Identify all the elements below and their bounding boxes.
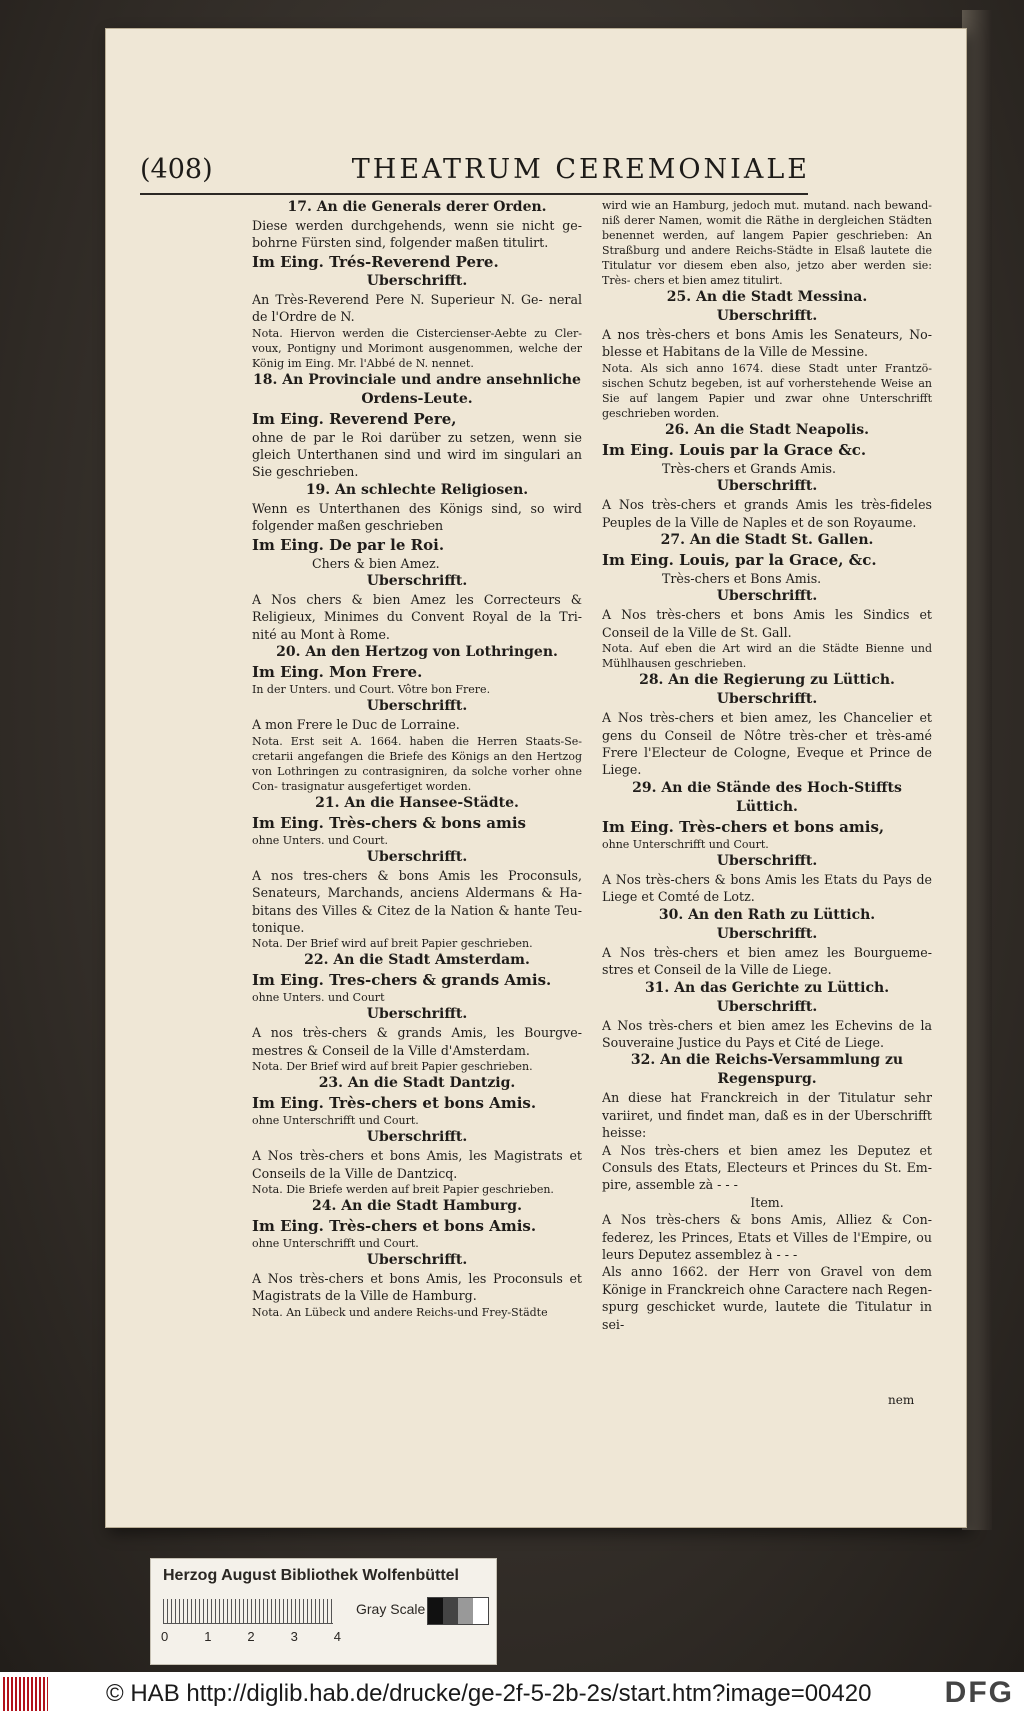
running-title: THEATRUM CEREMONIALE [351, 154, 810, 185]
text-line: Diese werden durchgehends, wenn sie nicht ge- bohrne Fürsten sind, folgender maßen titulirt. [252, 218, 582, 251]
text-line: In der Unters. und Court. Vôtre bon Frere. [252, 683, 491, 697]
text-line: ohne Unterschrifft und Court. [602, 837, 769, 851]
footer-copyright-link[interactable]: © HAB http://diglib.hab.de/drucke/ge-2f-5-2b-2s/start.htm?image=00420 [106, 1679, 872, 1707]
text-line: Uberschrifft. [716, 998, 818, 1015]
text-line: A nos très-chers et bons Amis les Senateurs, No- blesse et Habitans de la Ville de Messine. [602, 327, 932, 360]
text-line: Uberschrifft. [716, 588, 818, 605]
text-line: Nota. Als sich anno 1674. diese Stadt unter Frantzö- sischen Schutz begeben, ist auf vorherstehende Weise an Sie auf langem Papier und zwar ohne Unterschrifft geschrieben worden. [602, 361, 932, 420]
text-line: 25. An die Stadt Messina. [666, 289, 868, 305]
text-line: Im Eing. Très-chers et bons amis, [602, 817, 885, 836]
text-line: ohne Unters. und Court [252, 991, 385, 1005]
text-line: Im Eing. Reverend Pere, [252, 409, 457, 428]
text-line: ohne Unterschrifft und Court. [252, 1236, 419, 1250]
text-line: A Nos très-chers et bien amez les Deputez et Consuls des Etats, Electeurs et Princes du St. Em- pire, assemble zà - - - [602, 1142, 932, 1193]
text-line: A Nos très-chers & bons Amis les Etats du Pays de Liege et Comté de Lotz. [602, 871, 932, 905]
text-line: 20. An den Hertzog von Lothringen. [276, 644, 558, 661]
text-line: 22. An die Stadt Amsterdam. [304, 952, 530, 969]
text-line: Als anno 1662. der Herr von Gravel von dem Könige in Franckreich ohne Caractere nach Regen- spurg geschicket wurde, lautete die Titulatur in sei- [602, 1264, 932, 1332]
text-line: A Nos très-chers & bons Amis, Alliez & Con- federez, les Princes, Etats et Villes de l'Empire, ou leurs Deputez assemblez à - - - [602, 1212, 932, 1262]
text-line: ohne Unters. und Court. [252, 833, 388, 847]
text-line: Uberschrifft. [716, 691, 818, 708]
left-column [252, 198, 582, 1408]
text-line: Im Eing. Mon Frere. [252, 663, 423, 682]
page-number: (408) [140, 154, 213, 185]
text-line: Nota. An Lübeck und andere Reichs-und Frey-Städte [252, 1305, 548, 1319]
ruler-number: 3 [290, 1629, 298, 1644]
text-line: 32. An die Reichs-Versammlung zu Regenspurg. [630, 1052, 904, 1088]
text-line: A nos très-chers & grands Amis, les Bourgve- mestres & Conseil de la Ville d'Amsterdam. [252, 1025, 582, 1058]
library-label [150, 1558, 497, 1665]
ruler-numbers [161, 1629, 341, 1644]
text-line: 26. An die Stadt Neapolis. [664, 421, 870, 438]
text-line: 30. An den Rath zu Lüttich. [658, 906, 876, 923]
text-line: Im Eing. Tres-chers & grands Amis. [252, 971, 552, 990]
text-line: A Nos très-chers et bons Amis, les Magistrats et Conseils de la Ville de Dantzicq. [252, 1148, 582, 1181]
text-line: A Nos très-chers et bons Amis les Sindics et Conseil de la Ville de St. Gall. [602, 607, 932, 640]
text-line: Uberschrifft. [366, 698, 468, 715]
footer-bar [0, 1672, 1024, 1715]
text-line: Très-chers et Bons Amis. [662, 571, 822, 587]
text-line: 23. An die Stadt Dantzig. [318, 1075, 516, 1092]
text-line: 29. An die Stände des Hoch-Stiffts Lüttich. [632, 779, 902, 815]
text-line: A Nos chers & bien Amez les Correcteurs & Religieux, Minimes du Convent Royal de la Tri- nité au Mont à Rome. [252, 592, 582, 642]
text-line: Im Eing. Très-chers & bons amis [252, 813, 526, 832]
text-line: Im Eing. Très-chers et bons Amis. [252, 1216, 537, 1235]
ruler-number: 1 [204, 1629, 212, 1644]
text-line: Nota. Der Brief wird auf breit Papier geschrieben. [252, 1060, 533, 1074]
text-line: Uberschrifft. [366, 272, 468, 289]
text-line: A Nos très-chers et bien amez, les Chancelier et gens du Conseil de Nôtre très-cher et très-amé Frere l'Electeur de Cologne, Eveque et Prince de Liege. [602, 710, 932, 778]
library-label-title: Herzog August Bibliothek Wolfenbüttel [163, 1567, 459, 1584]
text-line: Uberschrifft. [716, 925, 818, 942]
right-column [602, 198, 932, 1408]
text-line: 18. An Provinciale und andre ansehnliche Ordens-Leute. [253, 371, 581, 407]
text-line: Wenn es Unterthanen des Königs sind, so wird folgender maßen geschrieben [252, 500, 582, 534]
dfg-logo: DFG [944, 1676, 1014, 1709]
barcode-icon [3, 1677, 48, 1711]
text-line: 27. An die Stadt St. Gallen. [660, 532, 874, 549]
text-line: Im Eing. Très-chers et bons Amis. [252, 1094, 537, 1113]
text-line: Uberschrifft. [716, 478, 818, 495]
text-line: An diese hat Franckreich in der Titulatur sehr variiret, und findet man, daß es in der Uberschrifft heisse: [602, 1090, 932, 1141]
text-line: ohne Unterschrifft und Court. [252, 1114, 419, 1128]
ruler-number: 0 [161, 1629, 169, 1644]
scale-ruler [163, 1599, 333, 1624]
text-line: Im Eing. Louis par la Grace &c. [602, 440, 867, 459]
header-rule [140, 193, 808, 195]
text-line: Uberschrifft. [716, 308, 818, 324]
text-line: Nota. Erst seit A. 1664. haben die Herren Staats-Se- cretarii angefangen die Briefe des Königs an den Hertzog von Lothringen zu contrasigniren, da solche vorher ohne Con- trasignatur ausgefertiget worden. [252, 734, 582, 793]
text-line: Uberschrifft. [366, 1006, 468, 1023]
text-line: Très-chers et Grands Amis. [662, 460, 836, 476]
text-line: Nota. Der Brief wird auf breit Papier geschrieben. [252, 937, 533, 951]
page-header [140, 125, 810, 185]
text-line: A Nos très-chers et bons Amis, les Proconsuls et Magistrats de la Ville de Hamburg. [252, 1270, 582, 1304]
text-line: Chers & bien Amez. [312, 555, 440, 571]
ruler-number: 2 [247, 1629, 255, 1644]
text-line: A Nos très-chers et grands Amis les très-fideles Peuples de la Ville de Naples et de son Royaume. [602, 497, 932, 530]
text-line: A nos tres-chers & bons Amis les Proconsuls, Senateurs, Marchands, anciens Aldermans & Ha- bitans des Villes & Citez de la Nation & hante Teu- tonique. [252, 867, 582, 935]
text-line: An Très-Reverend Pere N. Superieur N. Ge- neral de l'Ordre de N. [252, 291, 582, 325]
text-line: Im Eing. De par le Roi. [252, 535, 445, 554]
text-line: A Nos très-chers et bien amez les Echevins de la Souveraine Justice du Pays et Cité de Liege. [602, 1017, 932, 1050]
text-line: 28. An die Regierung zu Lüttich. [639, 672, 895, 689]
text-line: A mon Frere le Duc de Lorraine. [252, 717, 460, 733]
gray-scale-label: Gray Scale [356, 1601, 426, 1617]
text-line: 31. An das Gerichte zu Lüttich. [644, 979, 890, 996]
text-line: Nota. Hiervon werden die Cistercienser-Aebte zu Cler- voux, Pontigny und Morimont ausgenommen, welche der König im Eing. Mr. l'Abbé de N. nennet. [252, 326, 582, 370]
text-line: Uberschrifft. [366, 573, 468, 590]
text-line: Item. [750, 1194, 784, 1210]
text-line: wird wie an Hamburg, jedoch mut. mutand. nach bewand- niß derer Namen, womit die Räthe in dergleichen Städten benennet werden, auf langem Papier geschrieben: An Straßburg und andere Reichs-Städte in Elsaß lautete die Titulatur vor diesem eben also, jetzo aber werden sie: Très- chers et bien amez titulirt. [602, 199, 932, 287]
text-line: Nota. Auf eben die Art wird an die Städte Bienne und Mühlhausen geschrieben. [602, 642, 932, 671]
text-line: Uberschrifft. [716, 852, 818, 869]
catchword: nem [888, 1393, 915, 1407]
text-line: Im Eing. Trés-Reverend Pere. [252, 252, 499, 271]
text-line: A Nos très-chers et bien amez les Bourgueme- stres et Conseil de la Ville de Liege. [602, 944, 932, 978]
text-line: Uberschrifft. [366, 1251, 468, 1268]
text-line: 21. An die Hansee-Städte. [315, 794, 519, 811]
ruler-number: 4 [333, 1629, 341, 1644]
text-line: Uberschrifft. [366, 1129, 468, 1146]
text-line: Nota. Die Briefe werden auf breit Papier geschrieben. [252, 1182, 554, 1196]
text-line: 19. An schlechte Religiosen. [305, 481, 529, 498]
text-line: 24. An die Stadt Hamburg. [312, 1197, 522, 1214]
text-line: Uberschrifft. [366, 848, 468, 865]
text-line: ohne de par le Roi darüber zu setzen, wenn sie gleich Unterthanen sind und wird im singulari an Sie geschrieben. [252, 429, 582, 480]
text-line: 17. An die Generals derer Orden. [287, 199, 547, 215]
gray-scale-swatch [427, 1597, 489, 1625]
text-line: Im Eing. Louis, par la Grace, &c. [602, 551, 877, 570]
